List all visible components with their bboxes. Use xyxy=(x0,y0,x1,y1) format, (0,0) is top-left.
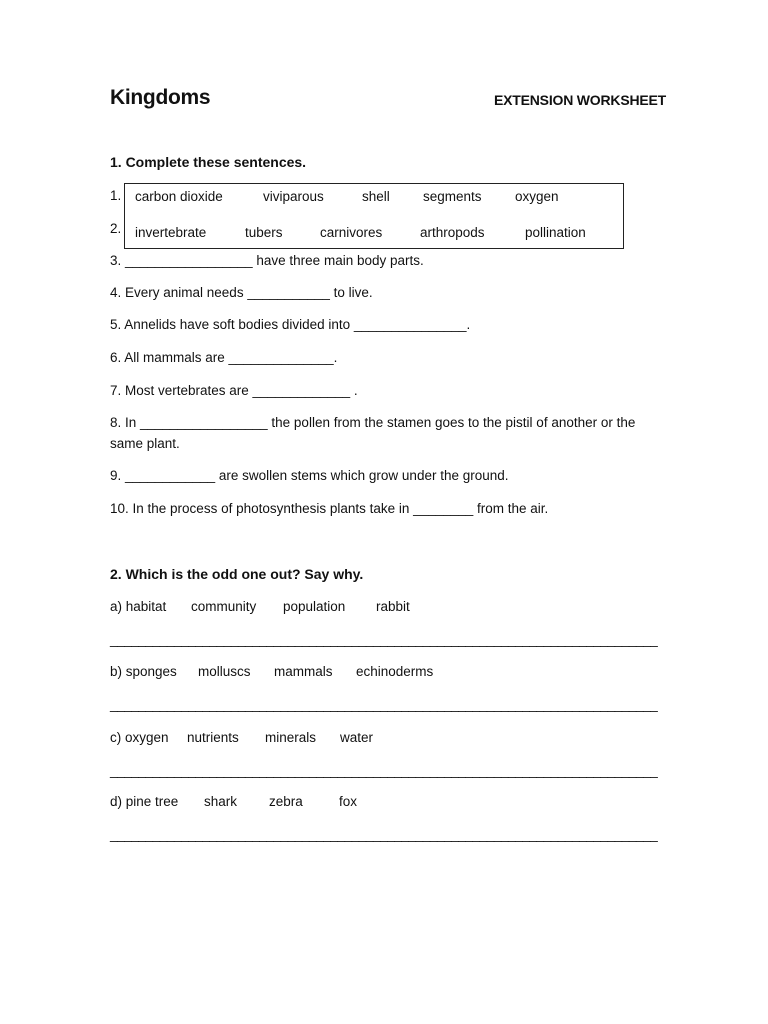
option-word: minerals xyxy=(265,730,317,745)
question-label: d) pine tree xyxy=(110,794,179,809)
question-label: c) oxygen xyxy=(110,730,169,745)
answer-line-b: _____________________________________________________________________________ xyxy=(110,697,658,712)
word-bank-word: arthropods xyxy=(420,225,485,240)
sentence-10: 10. In the process of photosynthesis plants take in ________ from the air. xyxy=(110,501,549,516)
question-label: b) sponges xyxy=(110,664,177,679)
word-bank-box xyxy=(124,183,624,249)
sentence-8: 8. In _________________ the pollen from the stamen goes to the pistil of another or the same plant. xyxy=(110,415,636,451)
option-word: water xyxy=(340,730,374,745)
odd-one-out-c xyxy=(0,730,768,750)
word-bank-word: tubers xyxy=(245,225,283,240)
answer-line-a: _____________________________________________________________________________ xyxy=(110,632,658,647)
odd-one-out-d xyxy=(0,794,768,814)
sentence-9: 9. ____________ are swollen stems which grow under the ground. xyxy=(110,468,509,483)
sentence-1-number: 1. xyxy=(110,188,122,203)
option-word: nutrients xyxy=(187,730,239,745)
option-word: fox xyxy=(339,794,358,809)
odd-one-out-b xyxy=(0,664,768,684)
option-word: echinoderms xyxy=(356,664,434,679)
option-word: mammals xyxy=(274,664,333,679)
sentence-2-number: 2. xyxy=(110,221,122,236)
answer-line-c: _____________________________________________________________________________ xyxy=(110,763,658,778)
word-bank-word: carnivores xyxy=(320,225,383,240)
section1-heading: 1. Complete these sentences. xyxy=(110,154,307,170)
word-bank-word: pollination xyxy=(525,225,586,240)
sentence-6: 6. All mammals are ______________. xyxy=(110,350,338,365)
option-word: rabbit xyxy=(376,599,410,614)
option-word: community xyxy=(191,599,257,614)
question-label: a) habitat xyxy=(110,599,167,614)
sentence-5: 5. Annelids have soft bodies divided into _______________. xyxy=(110,317,471,332)
page-subtitle: EXTENSION WORKSHEET xyxy=(494,92,666,108)
word-bank-word: viviparous xyxy=(263,189,324,204)
option-word: zebra xyxy=(269,794,303,809)
answer-line-d: _____________________________________________________________________________ xyxy=(110,827,658,842)
odd-one-out-a xyxy=(0,599,768,619)
word-bank-word: invertebrate xyxy=(135,225,207,240)
option-word: molluscs xyxy=(198,664,251,679)
word-bank-word: shell xyxy=(362,189,390,204)
sentence-7: 7. Most vertebrates are _____________ . xyxy=(110,383,358,398)
sentence-3: 3. _________________ have three main body parts. xyxy=(110,253,424,268)
word-bank-word: segments xyxy=(423,189,482,204)
option-word: shark xyxy=(204,794,238,809)
word-bank-word: oxygen xyxy=(515,189,559,204)
section2-heading: 2. Which is the odd one out? Say why. xyxy=(110,566,364,582)
option-word: population xyxy=(283,599,346,614)
page-title: Kingdoms xyxy=(110,86,211,109)
word-bank-word: carbon dioxide xyxy=(135,189,223,204)
sentence-4: 4. Every animal needs ___________ to live. xyxy=(110,285,373,300)
